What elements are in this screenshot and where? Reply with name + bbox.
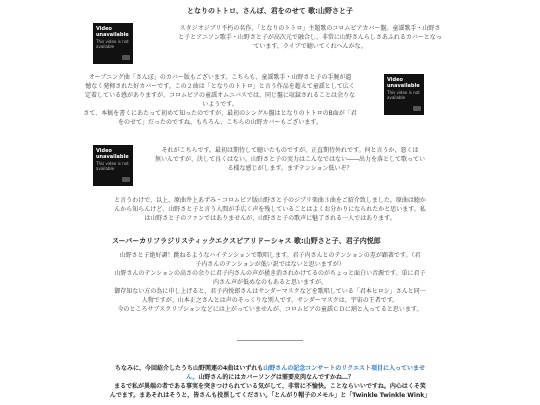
video-player-1[interactable] — [93, 23, 133, 64]
paragraph-line: 御存知ない方の為に申し上げると、君子内悦郎さんはサンダーマスクなどを歌唱している「君本ヒロシ」さんと同一 — [114, 288, 426, 295]
video-unavailable-title: Video unavailable — [96, 148, 129, 160]
closing-paragraph — [96, 364, 444, 400]
youtube-icon[interactable] — [122, 55, 130, 60]
video-unavailable-title: Video unavailable — [387, 77, 420, 89]
paragraph-line: それがこちらです。最初は期待して聴いたものですが、正直期待外れです。何と言うか、悪くは — [161, 147, 419, 154]
paragraph-2 — [66, 73, 374, 127]
video-unavailable-subtitle: This video is not available — [96, 39, 129, 49]
paragraph-line: さて、本稿を書くにあたって初めて知ったのですが、最初のシングル盤はとなりのトトロのB面が「君 — [83, 110, 357, 117]
closing-text: 山野さん的にはカバーソングは需要皮肉なんですかね…？ — [198, 374, 355, 381]
section-divider — [237, 340, 303, 341]
paragraph-3 — [140, 146, 440, 173]
paragraph-line: 無いんですが、決して良くはない。山野さと子の実力はこんなではない――出力を落として歌ってい — [154, 156, 425, 163]
paragraph-line: んから知らんけど、山野さと子と言う人間が手広く声を残していることはよくお分かりになられたかと思います。私 — [114, 206, 426, 213]
paragraph-line: 人物ですが、山本正之さんとは声のそっくりな別人です。サンダーマスクは、宇宙の王者です。 — [141, 297, 399, 304]
paragraph-line: と子とアニソン歌手・山野さと子が高次元で融合し、非常に山野さんらしさあふれるカバーとなっ — [178, 34, 442, 41]
video-player-2[interactable] — [384, 74, 424, 115]
paragraph-line: いようです。 — [202, 101, 238, 108]
paragraph-line: る様な感じがします。まずテンション低いぞ？ — [227, 165, 353, 172]
paragraph-1 — [140, 24, 480, 51]
paragraph-line: 子内さんのテンションが低い訳ではないと思いますが） — [195, 261, 345, 268]
video-unavailable-subtitle: This video is not available — [387, 90, 420, 100]
paragraph-line: 憾なく発揮された好カバーです。この２曲は「となりのトトロ」と言う作品を超えて童謡として広く — [85, 83, 355, 90]
paragraph-line: まるで私が異端の者である事実を突きつけられている気がして、非常に不愉快。ことならいいですね。内心はくそ笑 — [114, 383, 426, 390]
paragraph-line: をのせて」だったのですね。もちろん、こちらの山野カバーもございます。 — [118, 119, 322, 126]
youtube-icon[interactable] — [122, 177, 130, 182]
video-player-3[interactable] — [93, 145, 133, 186]
paragraph-line: 定着している感がありますが、コロムビアの童謡オムニバスでは、同じ盤に収録されることは余りな — [84, 92, 355, 99]
paragraph-line: スタジオジブリ不朽の名作、「となりのトトロ」主題歌のコロムビアカバー盤。童謡歌手・山野さ — [179, 25, 441, 32]
video-unavailable-subtitle: This video is not available — [96, 161, 129, 171]
paragraph-line: ています。ライブで聴いてくれへんかな。 — [253, 43, 367, 50]
paragraph-line: オープニング曲「さんぽ」のカバー版もございます。こちらも、童謡歌手・山野さと子の手腕が遺 — [88, 74, 352, 81]
article-title: となりのトトロ、さんぽ、君をのせて 歌:山野さと子 — [187, 7, 353, 15]
request-link[interactable]: 山野さんの記念コンサートのリクエスト項目に入っていませ — [263, 365, 425, 372]
paragraph-line: 山野さんのテンションの高さの余りに君子内さんの声が掻き消されかけてるのがちょっと面白い音源です。単に君子 — [114, 270, 426, 277]
section-subtitle: スーパーカリフラジリスティックエクスピアリドーシャス 歌:山野さと子、君子内悦郎 — [112, 237, 381, 245]
video-unavailable-title: Video unavailable — [96, 26, 129, 38]
paragraph-line: は山野さと子のファンではありませんが、山野さと子の歌声に魅了される一人ではあります。 — [144, 215, 396, 222]
paragraph-4 — [44, 196, 496, 223]
paragraph-line: と言うわけで、以上、原曲井上あずみ・コロムビア版山野さと子のジブリ楽曲３曲をご紹介致しました。原曲は聴か — [114, 197, 426, 204]
request-link-continued[interactable]: ん。 — [185, 374, 199, 381]
paragraph-line: んでます。まあそれはそうと、皆さんも投票してください。「とんがり帽子のメモル」と「Twinkle Twinkle Wink」 — [109, 392, 431, 399]
paragraph-line — [96, 364, 444, 373]
closing-text: ちなみに、今回紹介したうち山野関連の4曲はいずれも — [115, 365, 264, 372]
paragraph-line: 内さん声が低めなのもあると思いますが。 — [212, 279, 327, 286]
youtube-icon[interactable] — [413, 106, 421, 111]
paragraph-line — [96, 373, 444, 382]
paragraph-line: 山野さと子絶好調！跳ねるようなハイテンションで歌唱します。君子内さんとのテンションの差が顕著です。（君 — [119, 252, 421, 259]
paragraph-line: 今のところサブスクリプションなどには上がっていませんが、コロムビアの童謡ＣＤに割と入ってると思います。 — [117, 306, 423, 313]
paragraph-5 — [54, 251, 486, 314]
